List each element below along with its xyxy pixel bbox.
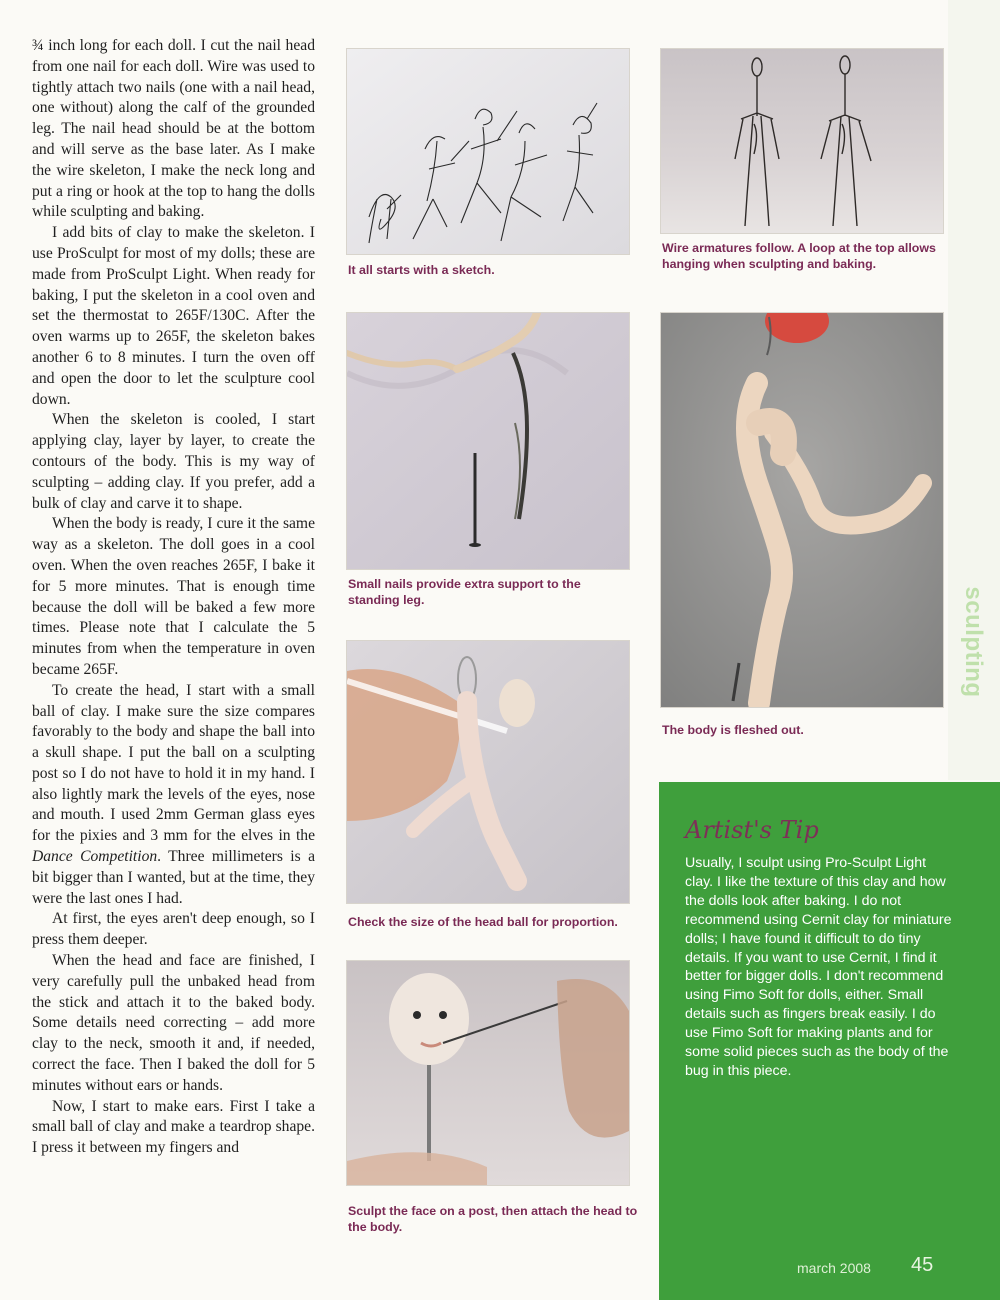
armatures-caption: Wire armatures follow. A loop at the top allows hanging when sculpting and baking. — [662, 241, 936, 271]
page-number: 45 — [911, 1254, 934, 1276]
body-text: To create the head, I start with a small ball of clay. I make sure the size compares favorably to the body and shape the ball into a skull shape. I put the ball on a sculpting post so I do not have to hold it in my hand. I also lightly mark the levels of the eyes, nose and mouth. I used 2mm German glass eyes for the pixies and 3 mm for the elves in the — [32, 681, 315, 845]
armatures-photo — [660, 48, 944, 234]
body-paragraph: I add bits of clay to make the skeleton. I use ProSculpt for most of my dolls; these are made from ProSculpt Light. When ready for baking, I put the skeleton in a cool oven and set the thermostat to 265F/130C. After the oven warms up to 265F, the skeleton bakes another 6 to 8 minutes. I turn the oven off and open the door to let the sculpture cool down. — [32, 224, 315, 408]
body-text: . Three millimeters is a bit bigger than I wanted, but at the time, they were the last ones I had. — [32, 848, 315, 907]
body-paragraph: At first, the eyes aren't deep enough, so I press them deeper. — [32, 910, 315, 949]
sketch-caption: It all starts with a sketch. — [348, 263, 495, 277]
tip-text: Usually, I sculpt using Pro-Sculpt Light clay. I like the texture of this clay and how the dolls look after baking. I do not recommend using Cernit clay for miniature dolls; I have found it difficult to do tiny details. If you want to use Cernit, I find it better for bigger dolls. I don't recommend using Fimo Soft for dolls, either. Small details such as fingers break easily. I do use Fimo Soft for making plants and for some solid pieces such as the body of the bug in this piece. — [685, 855, 952, 1079]
face-photo — [346, 960, 630, 1186]
nails-caption: Small nails provide extra support to the standing leg. — [348, 577, 581, 607]
tip-title: Artist's Tip — [685, 816, 819, 844]
nails-photo — [346, 312, 630, 570]
body-photo — [660, 312, 944, 708]
section-label: sculpting — [960, 586, 987, 698]
section-tab — [948, 582, 998, 702]
sketch-photo — [346, 48, 630, 255]
body-paragraph: Now, I start to make ears. First I take a small ball of clay and make a teardrop shape. I press it between my fingers and — [32, 1097, 315, 1157]
body-caption: The body is fleshed out. — [662, 723, 804, 737]
work-title: Dance Competition — [32, 848, 158, 866]
head-ball-photo — [346, 640, 630, 904]
body-paragraph: When the skeleton is cooled, I start applying clay, layer by layer, to create the contours of the body. This is my way of sculpting – adding clay. If you prefer, add a bulk of clay and carve it to shape. — [32, 411, 315, 512]
body-paragraph: ¾ inch long for each doll. I cut the nail head from one nail for each doll. Wire was used to tightly attach two nails (one with a nail head, one without) along the calf of the grounded leg. The nail head should be at the bottom and will serve as the base later. As I make the wire skeleton, I make the neck long and put a ring or hook at the top to hang the dolls while sculpting and baking. — [32, 37, 315, 221]
head-ball-caption: Check the size of the head ball for proportion. — [348, 915, 618, 929]
body-paragraph — [32, 681, 315, 910]
body-paragraph: When the body is ready, I cure it the same way as a skeleton. The doll goes in a cool oven. When the oven reaches 265F, I bake it for 5 more minutes. That is enough time because the doll will be baked a few more times. Please note that I calculate the 5 minutes from when the temperature in oven became 265F. — [32, 515, 315, 678]
face-caption: Sculpt the face on a post, then attach the head to the body. — [348, 1204, 638, 1234]
article-body — [32, 36, 315, 1159]
body-paragraph: When the head and face are finished, I very carefully pull the unbaked head from the stick and attach it to the baked body. Some details need correcting – add more clay to the neck, smooth it and, if needed, correct the face. Then I baked the doll for 5 minutes without ears or hands. — [32, 952, 315, 1094]
issue-date: march 2008 — [797, 1260, 871, 1276]
artists-tip-box — [659, 782, 1000, 1300]
